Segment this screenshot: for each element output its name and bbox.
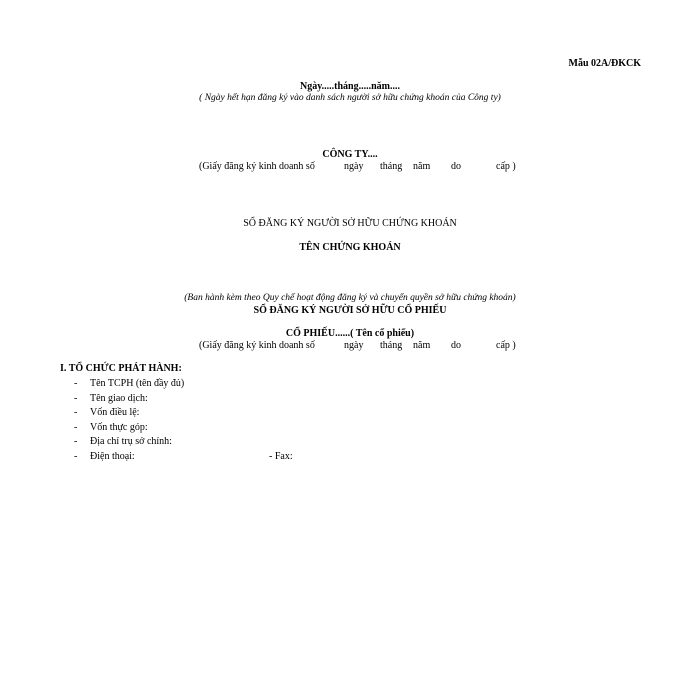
registration-day: ngày bbox=[344, 340, 364, 351]
list-item-label: Địa chỉ trụ sở chính: bbox=[90, 436, 172, 447]
list-item bbox=[74, 406, 184, 421]
list-item bbox=[74, 435, 184, 450]
fax-label: - Fax: bbox=[269, 450, 293, 462]
registration-day: ngày bbox=[344, 161, 364, 172]
share-line: CỔ PHIẾU......( Tên cổ phiếu) bbox=[285, 328, 415, 339]
list-dash: - bbox=[74, 421, 78, 433]
list-dash: - bbox=[74, 407, 78, 418]
registration-month: tháng bbox=[380, 161, 403, 172]
registration-close: cấp ) bbox=[496, 340, 516, 351]
date-note: ( Ngày hết hạn đăng ký vào danh sách người sở hữu chứng khoán của Công ty) bbox=[199, 93, 501, 103]
company-name: CÔNG TY.... bbox=[322, 149, 378, 160]
issued-note: (Ban hành kèm theo Quy chế hoạt động đăng ký và chuyển quyền sở hữu chứng khoán) bbox=[184, 293, 516, 303]
list-dash: - bbox=[74, 378, 78, 389]
registration-year: năm bbox=[413, 161, 431, 172]
registration-open: (Giấy đăng ký kinh doanh số bbox=[199, 161, 315, 172]
register-title: SỔ ĐĂNG KÝ NGƯỜI SỞ HỮU CHỨNG KHOÁN bbox=[243, 218, 457, 229]
date-line: Ngày.....tháng.....năm.... bbox=[299, 81, 400, 92]
registration-close: cấp ) bbox=[496, 161, 516, 172]
list-item-label: Tên TCPH (tên đầy đủ) bbox=[90, 378, 185, 389]
list-item-label: Vốn thực góp: bbox=[90, 421, 148, 433]
registration-by: do bbox=[451, 161, 461, 172]
list-item bbox=[74, 421, 184, 436]
registration-by: do bbox=[451, 340, 461, 351]
list-dash: - bbox=[74, 436, 78, 447]
list-dash: - bbox=[74, 450, 78, 462]
security-name: TÊN CHỨNG KHOÁN bbox=[299, 242, 401, 253]
issuer-heading: I. TỔ CHỨC PHÁT HÀNH: bbox=[60, 363, 182, 374]
list-item bbox=[74, 392, 184, 407]
registration-open: (Giấy đăng ký kinh doanh số bbox=[199, 340, 315, 351]
list-item-label: Điện thoại: bbox=[90, 450, 135, 462]
registration-year: năm bbox=[413, 340, 431, 351]
form-code: Mẫu 02A/ĐKCK bbox=[568, 58, 641, 69]
list-dash: - bbox=[74, 392, 78, 404]
list-item bbox=[74, 450, 293, 465]
list-item-label: Vốn điều lệ: bbox=[90, 407, 140, 418]
registration-month: tháng bbox=[380, 340, 403, 351]
share-register-title: SỔ ĐĂNG KÝ NGƯỜI SỞ HỮU CỔ PHIẾU bbox=[253, 305, 447, 316]
list-item bbox=[74, 377, 184, 392]
issuer-field-list bbox=[74, 377, 293, 464]
list-item-label: Tên giao dịch: bbox=[90, 392, 148, 404]
